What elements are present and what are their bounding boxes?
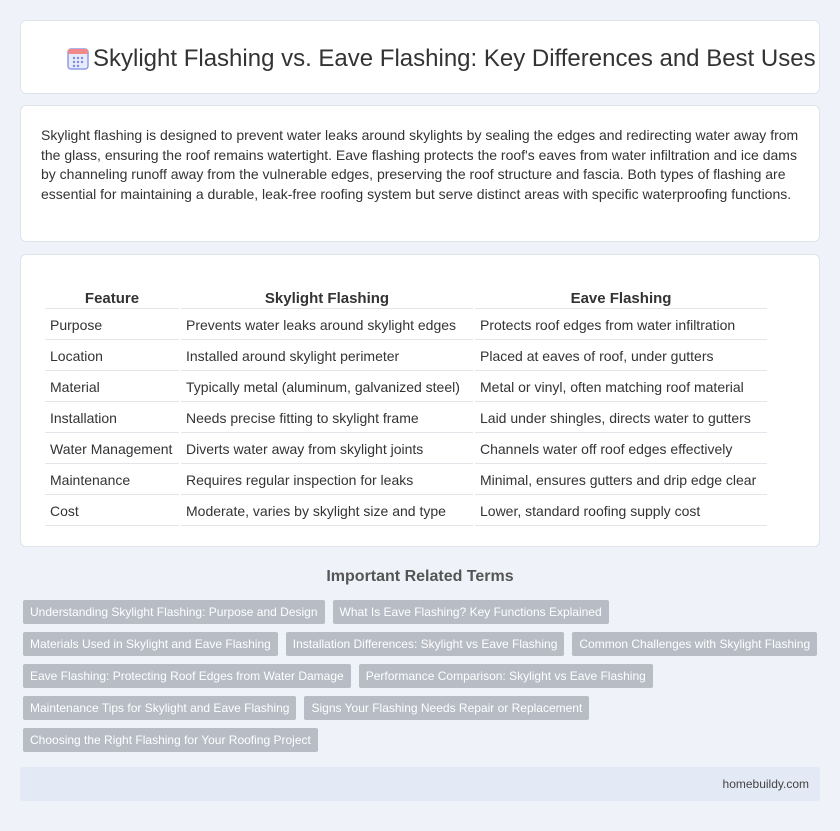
calendar-grid-icon — [66, 45, 90, 71]
table-header-row — [45, 287, 767, 309]
table-cell-feature: Maintenance — [45, 466, 179, 495]
related-term-tag[interactable]: Signs Your Flashing Needs Repair or Replacement — [304, 696, 589, 720]
table-cell-skylight: Installed around skylight perimeter — [181, 342, 473, 371]
related-term-tag[interactable]: Choosing the Right Flashing for Your Roofing Project — [23, 728, 318, 752]
table-cell-eave: Placed at eaves of roof, under gutters — [475, 342, 767, 371]
table-cell-eave: Lower, standard roofing supply cost — [475, 497, 767, 526]
table-row — [45, 435, 767, 464]
table-cell-feature: Cost — [45, 497, 179, 526]
tag-row — [23, 696, 823, 720]
table-header-eave: Eave Flashing — [475, 287, 767, 309]
tag-row — [23, 632, 823, 656]
related-term-tag[interactable]: Common Challenges with Skylight Flashing — [572, 632, 817, 656]
related-terms-title: Important Related Terms — [326, 568, 514, 585]
intro-paragraph: Skylight flashing is designed to prevent water leaks around skylights by sealing the edges and redirecting water away from the glass, ensuring the roof remains watertight. Eave flashing protects the roof's eaves from water infiltration and ice dams by channeling runoff away from the vulnerable edges, preserving the roof structure and fascia. Both types of flashing are essential for maintaining a durable, leak-free roofing system but serve distinct areas with specific waterproofing functions. — [41, 127, 799, 202]
table-cell-skylight: Typically metal (aluminum, galvanized steel) — [181, 373, 473, 402]
related-term-tag[interactable]: Materials Used in Skylight and Eave Flashing — [23, 632, 278, 656]
related-term-tag[interactable]: Installation Differences: Skylight vs Eave Flashing — [286, 632, 565, 656]
table-header-skylight: Skylight Flashing — [181, 287, 473, 309]
table-cell-skylight: Needs precise fitting to skylight frame — [181, 404, 473, 433]
related-term-tag[interactable]: What Is Eave Flashing? Key Functions Explained — [333, 600, 609, 624]
related-term-tag[interactable]: Maintenance Tips for Skylight and Eave Flashing — [23, 696, 296, 720]
table-row — [45, 342, 767, 371]
table-row — [45, 404, 767, 433]
related-term-tag[interactable]: Eave Flashing: Protecting Roof Edges from Water Damage — [23, 664, 351, 688]
footer-site-link[interactable]: homebuildy.com — [722, 777, 809, 791]
related-term-tag[interactable]: Understanding Skylight Flashing: Purpose and Design — [23, 600, 325, 624]
related-terms-tags — [23, 600, 823, 760]
table-cell-feature: Purpose — [45, 311, 179, 340]
table-cell-skylight: Prevents water leaks around skylight edges — [181, 311, 473, 340]
table-row — [45, 311, 767, 340]
header-card — [20, 20, 820, 94]
table-cell-skylight: Moderate, varies by skylight size and type — [181, 497, 473, 526]
comparison-table — [43, 285, 769, 528]
tag-row — [23, 600, 823, 624]
table-cell-eave: Protects roof edges from water infiltration — [475, 311, 767, 340]
table-row — [45, 373, 767, 402]
table-cell-feature: Material — [45, 373, 179, 402]
intro-card — [20, 105, 820, 242]
table-header-feature: Feature — [45, 287, 179, 309]
comparison-table-card — [20, 254, 820, 547]
table-cell-feature: Location — [45, 342, 179, 371]
table-row — [45, 466, 767, 495]
table-cell-skylight: Diverts water away from skylight joints — [181, 435, 473, 464]
page-title: Skylight Flashing vs. Eave Flashing: Key Differences and Best Uses — [93, 45, 816, 72]
table-cell-eave: Minimal, ensures gutters and drip edge clear — [475, 466, 767, 495]
table-row — [45, 497, 767, 526]
table-cell-eave: Metal or vinyl, often matching roof material — [475, 373, 767, 402]
table-cell-feature: Water Management — [45, 435, 179, 464]
table-cell-eave: Laid under shingles, directs water to gutters — [475, 404, 767, 433]
tag-row — [23, 728, 823, 752]
table-cell-feature: Installation — [45, 404, 179, 433]
tag-row — [23, 664, 823, 688]
table-cell-eave: Channels water off roof edges effectively — [475, 435, 767, 464]
footer — [20, 767, 820, 801]
related-term-tag[interactable]: Performance Comparison: Skylight vs Eave Flashing — [359, 664, 653, 688]
table-cell-skylight: Requires regular inspection for leaks — [181, 466, 473, 495]
